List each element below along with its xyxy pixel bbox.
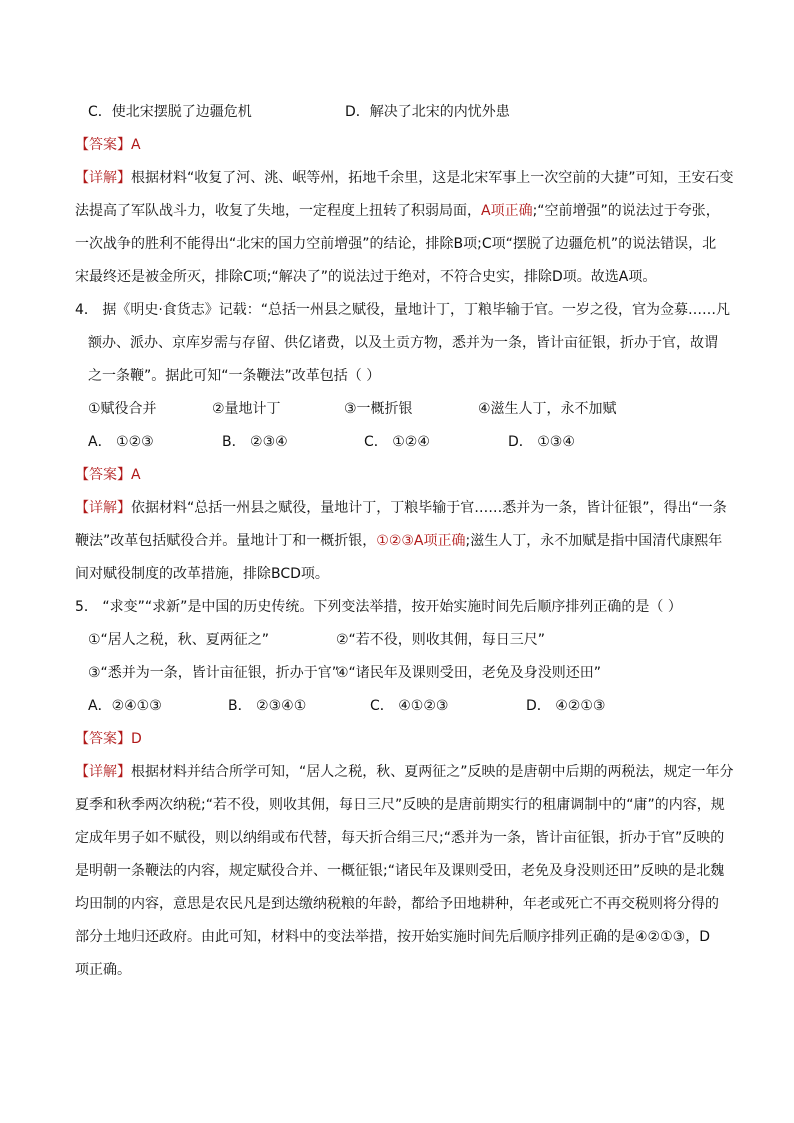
q5-option-d: D． ④②①③	[526, 698, 606, 714]
q5-option-c: C． ④①②③	[370, 698, 449, 714]
q5-detail-line-3: 定成年男子如不赋役，则以纳绢或布代替，每天折合绢三尺;“悉并为一条，皆计亩征银，折办于官”反映的	[75, 830, 725, 846]
q4-option-a: A． ①②③	[88, 434, 154, 450]
q4-stem-line-2: 额办、派办、京库岁需与存留、供亿诸费，以及土贡方物，悉并为一条，皆计亩征银，折办于官，故谓	[88, 335, 718, 351]
q4-answer: 【答案】A	[75, 467, 141, 483]
q5-item-4: ④“诸民年及课则受田，老免及身没则还田”	[336, 665, 602, 681]
q5-item-2: ②“若不役，则收其佣，每日三尺”	[336, 632, 546, 648]
q4-detail-line-2: 鞭法”改革包括赋役合并。量地计丁和一概折银，①②③A项正确;滋生人丁，永不加赋是指中国清代康熙年	[75, 533, 723, 549]
q5-answer: 【答案】D	[75, 731, 142, 747]
q4-detail-line-3: 间对赋役制度的改革措施，排除BCD项。	[75, 566, 329, 582]
q4-detail-tag: 【详解】	[75, 500, 131, 516]
q5-detail-line-4: 是明朝一条鞭法的内容，规定赋役合并、一概征银;“诸民年及课则受田，老免及身没则还田”反映的是北魏	[75, 863, 725, 879]
q5-detail-line-5: 均田制的内容，意思是农民凡是到达缴纳税粮的年龄，都给予田地耕种，年老或死亡不再交税则将分得的	[75, 896, 719, 912]
q5-detail-line-6: 部分土地归还政府。由此可知，材料中的变法举措，按开始实施时间先后顺序排列正确的是④②①③，D	[75, 929, 710, 945]
q5-option-b: B． ②③④①	[228, 698, 307, 714]
q4-item-2: ②量地计丁	[212, 401, 281, 417]
q5-detail-line-7: 项正确。	[75, 962, 131, 978]
q4-item-1: ①赋役合并	[88, 401, 157, 417]
q5-stem-line-1: 5． “求变”“求新”是中国的历史传统。下列变法举措，按开始实施时间先后顺序排列正确的是（ ）	[75, 599, 682, 615]
q5-detail-line-1: 【详解】根据材料并结合所学可知，“居人之税，秋、夏两征之”反映的是唐朝中后期的两税法，规定一年分	[75, 764, 734, 780]
q3-detail-line-4: 宋最终还是被金所灭，排除C项;“解决了”的说法过于绝对，不符合史实，排除D项。故选A项。	[75, 269, 657, 285]
q5-detail-line-2: 夏季和秋季两次纳税;“若不役，则收其佣，每日三尺”反映的是唐前期实行的租庸调制中的“庸”的内容，规	[75, 797, 725, 813]
q4-option-c: C． ①②④	[364, 434, 430, 450]
q3-answer: 【答案】A	[75, 137, 141, 153]
q3-detail-line-1: 【详解】根据材料“收复了河、洮、岷等州，拓地千余里，这是北宋军事上一次空前的大捷”可知，王安石变	[75, 170, 734, 186]
q4-item-4: ④滋生人丁，永不加赋	[478, 401, 617, 417]
q5-detail-tag: 【详解】	[75, 764, 131, 780]
q3-option-c: C．使北宋摆脱了边疆危机	[88, 104, 252, 120]
q5-item-3: ③“悉并为一条，皆计亩征银，折办于官”	[88, 665, 340, 681]
q4-option-d: D． ①③④	[508, 434, 575, 450]
q4-stem-line-3: 之一条鞭”。据此可知“一条鞭法”改革包括（ ）	[88, 368, 381, 384]
q3-detail-line-2: 法提高了军队战斗力，收复了失地，一定程度上扭转了积弱局面，A项正确;“空前增强”的说法过于夸张，	[75, 203, 720, 219]
q5-option-a: A．②④①③	[88, 698, 162, 714]
q4-item-3: ③一概折银	[344, 401, 413, 417]
q3-option-d: D．解决了北宋的内忧外患	[345, 104, 510, 120]
q4-detail-line-1: 【详解】依据材料“总括一州县之赋役，量地计丁，丁粮毕输于官……悉并为一条，皆计征银”，得出“一条	[75, 500, 727, 516]
q3-detail-line-3: 一次战争的胜利不能得出“北宋的国力空前增强”的结论，排除B项;C项“摆脱了边疆危机”的说法错误，北	[75, 236, 717, 252]
q3-detail-tag: 【详解】	[75, 170, 131, 186]
q5-item-1: ①“居人之税，秋、夏两征之”	[88, 632, 270, 648]
q4-stem-line-1: 4． 据《明史·食货志》记载：“总括一州县之赋役，量地计丁，丁粮毕输于官。一岁之役，官为佥募……凡	[75, 302, 731, 318]
q4-option-b: B． ②③④	[222, 434, 288, 450]
